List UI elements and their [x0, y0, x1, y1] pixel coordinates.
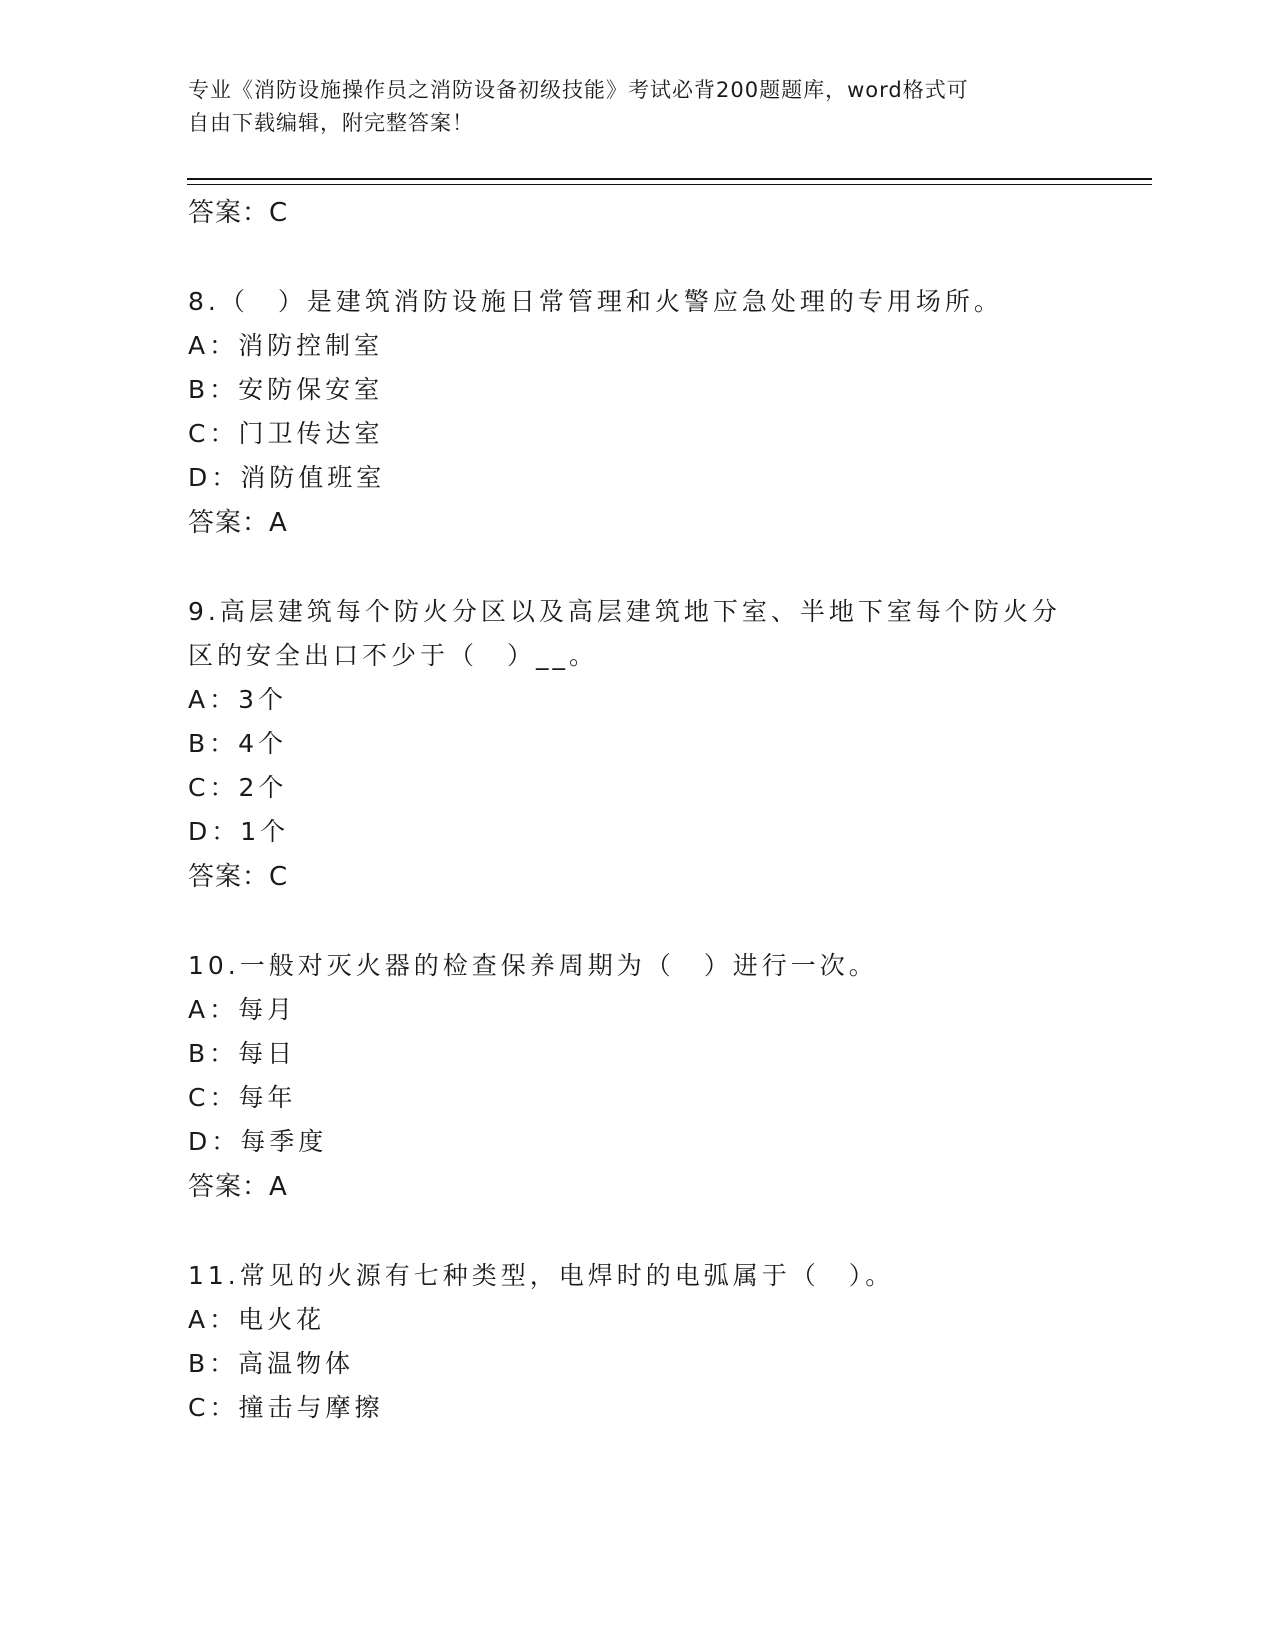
q11-option-a: A：电火花 [188, 1305, 326, 1334]
document-header [188, 74, 1088, 140]
q9-option-b: B：4个 [188, 729, 288, 758]
q10-option-d: D：每季度 [188, 1127, 328, 1156]
q9-option-c: C：2个 [188, 773, 288, 802]
q10-answer: 答案：A [188, 1172, 288, 1202]
q10-option-b: B：每日 [188, 1039, 297, 1068]
header-line-2: 自由下载编辑，附完整答案！ [188, 111, 474, 135]
q9-option-a: A：3个 [188, 685, 288, 714]
q8-stem: 8.（ ）是建筑消防设施日常管理和火警应急处理的专用场所。 [188, 287, 1003, 316]
q9-stem-line-2: 区的安全出口不少于（ ）__。 [188, 641, 599, 670]
q11-option-b: B：高温物体 [188, 1349, 355, 1378]
q9-option-d: D：1个 [188, 817, 290, 846]
header-divider-thin [187, 184, 1152, 185]
q8-option-c: C：门卫传达室 [188, 419, 384, 448]
header-line-1: 专业《消防设施操作员之消防设备初级技能》考试必背200题题库，word格式可 [188, 78, 969, 102]
q10-option-a: A：每月 [188, 995, 297, 1024]
q10-stem: 10.一般对灭火器的检查保养周期为（ ）进行一次。 [188, 951, 878, 980]
q8-option-d: D：消防值班室 [188, 463, 386, 492]
q8-option-a: A：消防控制室 [188, 331, 384, 360]
q11-option-c: C：撞击与摩擦 [188, 1393, 384, 1422]
q11-stem: 11.常见的火源有七种类型，电焊时的电弧属于（ ）。 [188, 1261, 895, 1290]
q10-option-c: C：每年 [188, 1083, 297, 1112]
q8-answer: 答案：A [188, 508, 288, 538]
q7-answer: 答案：C [188, 198, 289, 228]
q9-answer: 答案：C [188, 862, 289, 892]
q9-stem-line-1: 9.高层建筑每个防火分区以及高层建筑地下室、半地下室每个防火分 [188, 597, 1061, 626]
header-divider-thick [187, 178, 1152, 180]
q8-option-b: B：安防保安室 [188, 375, 384, 404]
